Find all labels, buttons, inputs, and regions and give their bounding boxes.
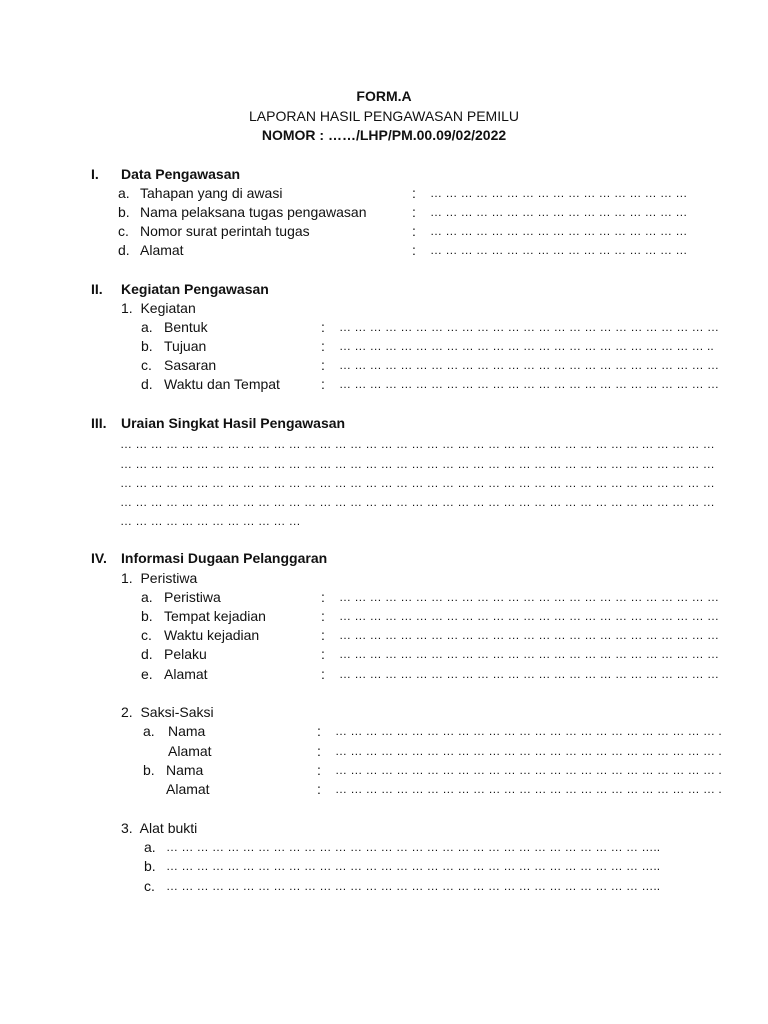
s1-item-b-label: Nama pelaksana tugas pengawasan — [140, 204, 367, 220]
document-number: NOMOR : ……/LHP/PM.00.09/02/2022 — [261, 127, 507, 143]
s3-line-4[interactable]: … … … … … … … … … … … … … … … … … … … … … … … … … … … … … … … … … … … … … … … — [120, 495, 715, 509]
section-3-title: Uraian Singkat Hasil Pengawasan — [121, 415, 346, 431]
s4-peristiwa-a-field[interactable]: … … … … … … … … … … … … … … … … … … … … … … … … … — [339, 590, 720, 604]
s2-item-d-label: Waktu dan Tempat — [164, 376, 280, 392]
s4-peristiwa-e-label: Alamat — [164, 666, 208, 682]
s3-line-3[interactable]: … … … … … … … … … … … … … … … … … … … … … … … … … … … … … … … … … … … … … … … — [120, 476, 715, 490]
s2-item-b-marker: b. — [141, 338, 153, 354]
section-4-title: Informasi Dugaan Pelanggaran — [121, 550, 328, 566]
s1-item-c-label: Nomor surat perintah tugas — [140, 223, 310, 239]
s1-item-b-marker: b. — [118, 204, 130, 220]
s4-saksi-b-alamat-field[interactable]: … … … … … … … … … … … … … … … … … … … … … … … … … . — [335, 782, 722, 796]
s4-saksi-a-alamat-label: Alamat — [168, 743, 212, 759]
section-4-number: IV. — [91, 550, 107, 566]
s2-subheading-kegiatan: 1. Kegiatan — [121, 300, 196, 316]
s4-saksi-b-alamat-colon: : — [317, 781, 321, 797]
s4-bukti-b-field[interactable]: … … … … … … … … … … … … … … … … … … … … … … … … … … … … … … … ….. — [166, 859, 661, 873]
section-2-title: Kegiatan Pengawasan — [121, 281, 269, 297]
s2-item-a-label: Bentuk — [164, 319, 208, 335]
s1-item-d-field[interactable]: … … … … … … … … … … … … … … … … … — [430, 243, 688, 257]
s4-peristiwa-e-marker: e. — [141, 666, 153, 682]
s4-peristiwa-e-colon: : — [321, 666, 325, 682]
s4-peristiwa-d-label: Pelaku — [164, 646, 207, 662]
s4-saksi-b-nama-field[interactable]: … … … … … … … … … … … … … … … … … … … … … … … … … . — [335, 763, 722, 777]
s4-peristiwa-a-marker: a. — [141, 589, 153, 605]
s4-peristiwa-d-marker: d. — [141, 646, 153, 662]
s4-peristiwa-c-field[interactable]: … … … … … … … … … … … … … … … … … … … … … … … … … — [339, 628, 720, 642]
s2-item-d-marker: d. — [141, 376, 153, 392]
s2-item-a-colon: : — [321, 319, 325, 335]
s1-item-a-field[interactable]: … … … … … … … … … … … … … … … … … — [430, 186, 688, 200]
s2-item-c-label: Sasaran — [164, 357, 217, 373]
s4-bukti-a-marker: a. — [144, 839, 156, 855]
section-3-number: III. — [91, 415, 107, 431]
s2-item-b-colon: : — [321, 338, 325, 354]
s4-saksi-a-marker: a. — [143, 723, 155, 739]
s1-item-a-label: Tahapan yang di awasi — [140, 185, 283, 201]
s4-peristiwa-a-label: Peristiwa — [164, 589, 221, 605]
document-title: LAPORAN HASIL PENGAWASAN PEMILU — [249, 108, 519, 124]
s1-item-c-field[interactable]: … … … … … … … … … … … … … … … … … — [430, 224, 688, 238]
s3-line-2[interactable]: … … … … … … … … … … … … … … … … … … … … … … … … … … … … … … … … … … … … … … … — [120, 457, 715, 471]
form-label: FORM.A — [356, 88, 412, 104]
s4-saksi-a-alamat-colon: : — [317, 743, 321, 759]
s1-item-d-marker: d. — [118, 242, 130, 258]
s4-saksi-a-nama-label: Nama — [168, 723, 206, 739]
s2-item-d-colon: : — [321, 376, 325, 392]
section-1-title: Data Pengawasan — [121, 166, 241, 182]
s3-line-5[interactable]: … … … … … … … … … … … … — [120, 514, 301, 528]
s1-item-a-marker: a. — [118, 185, 130, 201]
s4-peristiwa-a-colon: : — [321, 589, 325, 605]
s4-saksi-b-alamat-label: Alamat — [166, 781, 210, 797]
s4-peristiwa-c-colon: : — [321, 627, 325, 643]
section-1-number: I. — [91, 166, 99, 182]
s4-subheading-saksi: 2. Saksi-Saksi — [121, 704, 214, 720]
s2-item-c-colon: : — [321, 357, 325, 373]
s4-peristiwa-e-field[interactable]: … … … … … … … … … … … … … … … … … … … … … … … … … — [339, 667, 720, 681]
s4-peristiwa-c-label: Waktu kejadian — [164, 627, 260, 643]
s1-item-b-field[interactable]: … … … … … … … … … … … … … … … … … — [430, 205, 688, 219]
s4-subheading-peristiwa: 1. Peristiwa — [121, 570, 198, 586]
section-2-number: II. — [91, 281, 103, 297]
s3-line-1[interactable]: … … … … … … … … … … … … … … … … … … … … … … … … … … … … … … … … … … … … … … … — [120, 437, 715, 451]
s1-item-d-label: Alamat — [140, 242, 184, 258]
s4-peristiwa-b-label: Tempat kejadian — [164, 608, 266, 624]
s1-item-a-colon: : — [412, 185, 416, 201]
s2-item-d-field[interactable]: … … … … … … … … … … … … … … … … … … … … … … … … … — [339, 377, 720, 391]
s4-peristiwa-b-colon: : — [321, 608, 325, 624]
s1-item-c-colon: : — [412, 223, 416, 239]
s2-item-b-label: Tujuan — [164, 338, 207, 354]
s4-saksi-a-nama-field[interactable]: … … … … … … … … … … … … … … … … … … … … … … … … … . — [335, 724, 722, 738]
s4-peristiwa-b-field[interactable]: … … … … … … … … … … … … … … … … … … … … … … … … … — [339, 609, 720, 623]
s4-peristiwa-d-colon: : — [321, 646, 325, 662]
s4-peristiwa-b-marker: b. — [141, 608, 153, 624]
s4-bukti-c-marker: c. — [144, 878, 155, 894]
s2-item-c-field[interactable]: … … … … … … … … … … … … … … … … … … … … … … … … … — [339, 358, 720, 372]
s4-saksi-a-alamat-field[interactable]: … … … … … … … … … … … … … … … … … … … … … … … … … . — [335, 744, 722, 758]
s4-saksi-b-marker: b. — [143, 762, 155, 778]
s2-item-a-marker: a. — [141, 319, 153, 335]
s4-peristiwa-c-marker: c. — [141, 627, 152, 643]
s4-bukti-a-field[interactable]: … … … … … … … … … … … … … … … … … … … … … … … … … … … … … … … ….. — [166, 840, 661, 854]
s2-item-b-field[interactable]: … … … … … … … … … … … … … … … … … … … … … … … … .. — [339, 339, 714, 353]
s1-item-c-marker: c. — [118, 223, 129, 239]
s4-saksi-b-nama-colon: : — [317, 762, 321, 778]
s4-peristiwa-d-field[interactable]: … … … … … … … … … … … … … … … … … … … … … … … … … — [339, 647, 720, 661]
s1-item-d-colon: : — [412, 242, 416, 258]
s4-bukti-b-marker: b. — [144, 858, 156, 874]
s4-saksi-a-nama-colon: : — [317, 723, 321, 739]
s2-item-a-field[interactable]: … … … … … … … … … … … … … … … … … … … … … … … … … — [339, 320, 720, 334]
s4-bukti-c-field[interactable]: … … … … … … … … … … … … … … … … … … … … … … … … … … … … … … … ….. — [166, 879, 661, 893]
s4-saksi-b-nama-label: Nama — [166, 762, 204, 778]
s2-item-c-marker: c. — [141, 357, 152, 373]
s4-subheading-alat-bukti: 3. Alat bukti — [121, 820, 198, 836]
s1-item-b-colon: : — [412, 204, 416, 220]
